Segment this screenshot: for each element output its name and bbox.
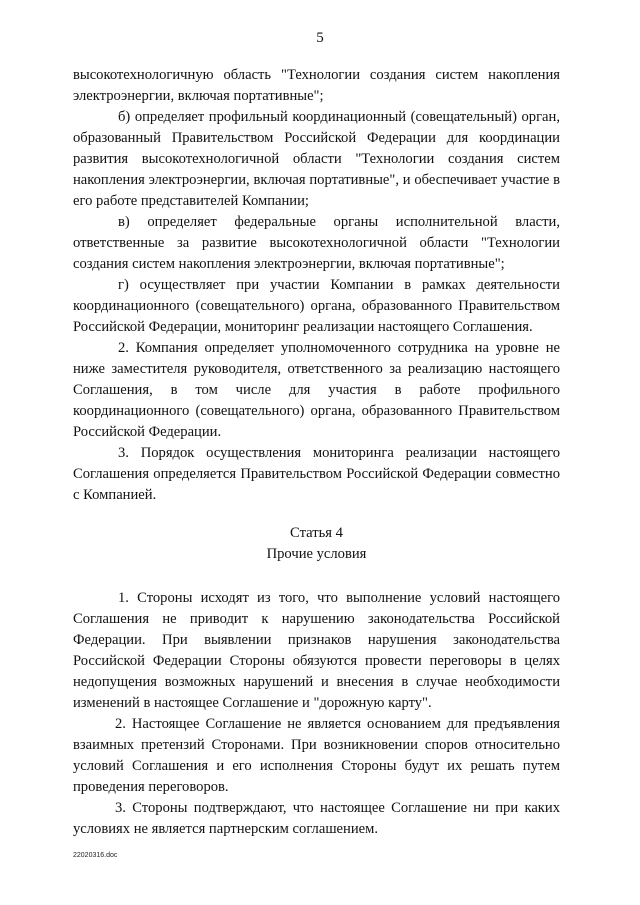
- paragraph-clause-2: 2. Компания определяет уполномоченного сотрудника на уровне не ниже заместителя руководителя, ответственного за реализацию настоящего Соглашения, в том числе для участия в работе профильного координационного (совещательного) органа, образованного Правительством Российской Федерации.: [73, 340, 560, 440]
- article-number: Статья 4: [290, 525, 343, 541]
- paragraph-item-v: в) определяет федеральные органы исполнительной власти, ответственные за развитие высокотехнологичной области "Технологии создания систем накопления электроэнергии, включая портативные";: [73, 214, 560, 272]
- paragraph-continuation: высокотехнологичную область "Технологии создания систем накопления электроэнергии, включая портативные";: [73, 67, 560, 104]
- footer-file-name: 22020316.doc: [73, 852, 118, 859]
- paragraph-item-b: б) определяет профильный координационный (совещательный) орган, образованный Правительством Российской Федерации для координации развития высокотехнологичной области "Технологии создания систем накопления электроэнергии, включая портативные", и обеспечивает участие в его работе представителей Компании;: [73, 109, 560, 209]
- paragraph-article4-clause-1: 1. Стороны исходят из того, что выполнение условий настоящего Соглашения не приводит к нарушению законодательства Российской Федерации. При выявлении признаков нарушения законодательства Российской Федерации Стороны обязуются провести переговоры в целях недопущения возможных нарушений и внесения в случае необходимости изменений в настоящее Соглашение и "дорожную карту".: [73, 590, 560, 711]
- article-title: Прочие условия: [266, 546, 367, 562]
- paragraph-item-g: г) осуществляет при участии Компании в рамках деятельности координационного (совещательного) органа, образованного Правительством Российской Федерации, мониторинг реализации настоящего Соглашения.: [73, 277, 560, 335]
- page-number: 5: [316, 30, 324, 46]
- paragraph-clause-3: 3. Порядок осуществления мониторинга реализации настоящего Соглашения определяется Правительством Российской Федерации совместно с Компанией.: [73, 445, 560, 503]
- paragraph-article4-clause-3: 3. Стороны подтверждают, что настоящее Соглашение ни при каких условиях не является партнерским соглашением.: [73, 800, 560, 837]
- document-body: [73, 65, 560, 840]
- paragraph-article4-clause-2: 2. Настоящее Соглашение не является основанием для предъявления взаимных претензий Сторонами. При возникновении споров относительно условий Соглашения и его исполнения Стороны будут их решать путем проведения переговоров.: [73, 716, 560, 795]
